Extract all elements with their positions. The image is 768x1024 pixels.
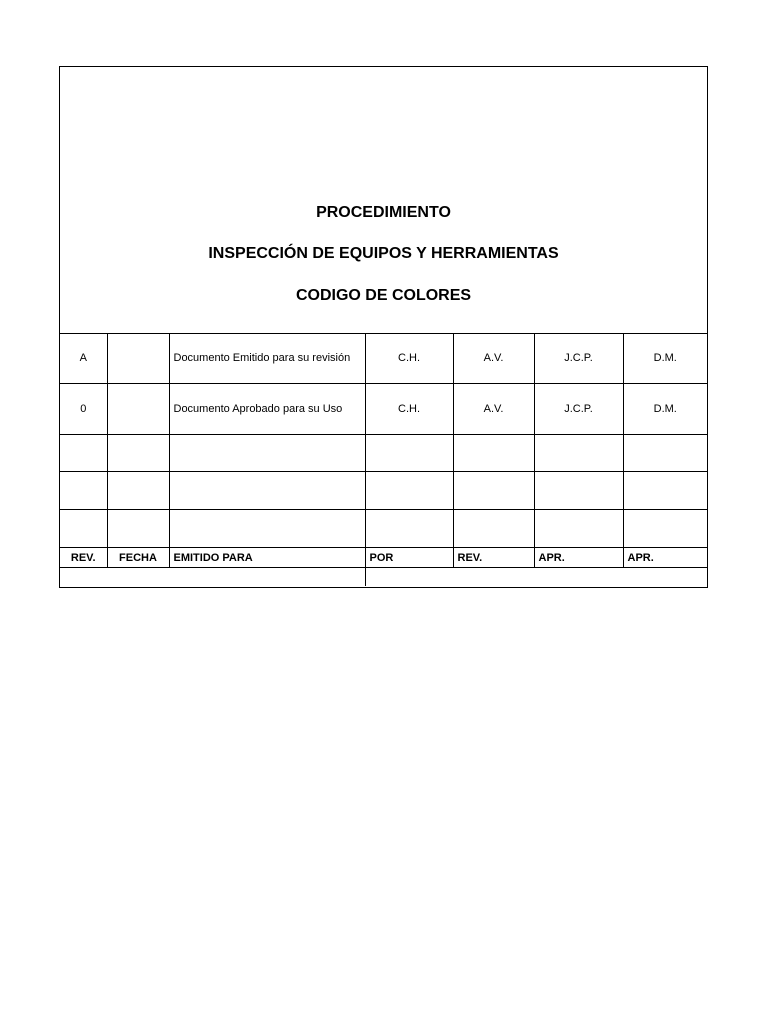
header-apr2: APR. — [623, 548, 707, 568]
empty-cell — [60, 435, 107, 472]
empty-cell — [453, 435, 534, 472]
revisado-cell: A.V. — [453, 384, 534, 435]
header-revisado: REV. — [453, 548, 534, 568]
table-row — [60, 435, 707, 472]
empty-cell — [453, 472, 534, 510]
por-cell: C.H. — [365, 384, 453, 435]
empty-cell — [169, 435, 365, 472]
apr2-cell: D.M. — [623, 333, 707, 384]
apr2-cell: D.M. — [623, 384, 707, 435]
fecha-cell — [107, 333, 169, 384]
apr1-cell: J.C.P. — [534, 333, 623, 384]
header-por: POR — [365, 548, 453, 568]
empty-cell — [534, 472, 623, 510]
table-row — [60, 384, 707, 435]
empty-cell — [169, 472, 365, 510]
document-cover-sheet — [59, 66, 708, 588]
empty-cell — [453, 510, 534, 548]
empty-cell — [365, 510, 453, 548]
emitido-cell: Documento Aprobado para su Uso — [169, 384, 365, 435]
header-fecha: FECHA — [107, 548, 169, 568]
table-row — [60, 472, 707, 510]
empty-cell — [623, 472, 707, 510]
header-emitido-para: EMITIDO PARA — [169, 548, 365, 568]
footer-left-cell — [60, 568, 365, 587]
empty-cell — [365, 435, 453, 472]
emitido-cell: Documento Emitido para su revisión — [169, 333, 365, 384]
empty-cell — [623, 435, 707, 472]
empty-cell — [169, 510, 365, 548]
header-apr1: APR. — [534, 548, 623, 568]
empty-cell — [60, 510, 107, 548]
revision-header-row — [60, 548, 707, 568]
revision-table — [60, 333, 707, 586]
rev-cell: 0 — [60, 384, 107, 435]
empty-cell — [534, 435, 623, 472]
fecha-cell — [107, 384, 169, 435]
empty-cell — [365, 472, 453, 510]
footer-right-cell — [365, 568, 707, 587]
empty-cell — [107, 472, 169, 510]
empty-cell — [107, 510, 169, 548]
rev-cell: A — [60, 333, 107, 384]
document-main-title: INSPECCIÓN DE EQUIPOS Y HERRAMIENTAS — [208, 245, 559, 262]
footer-row — [60, 568, 707, 587]
document-subtitle: CODIGO DE COLORES — [295, 287, 472, 304]
title-block — [60, 67, 707, 334]
header-rev: REV. — [60, 548, 107, 568]
table-row — [60, 510, 707, 548]
empty-cell — [623, 510, 707, 548]
revisado-cell: A.V. — [453, 333, 534, 384]
empty-cell — [107, 435, 169, 472]
empty-cell — [534, 510, 623, 548]
document-type-title: PROCEDIMIENTO — [316, 204, 451, 221]
empty-cell — [60, 472, 107, 510]
table-row — [60, 333, 707, 384]
por-cell: C.H. — [365, 333, 453, 384]
apr1-cell: J.C.P. — [534, 384, 623, 435]
